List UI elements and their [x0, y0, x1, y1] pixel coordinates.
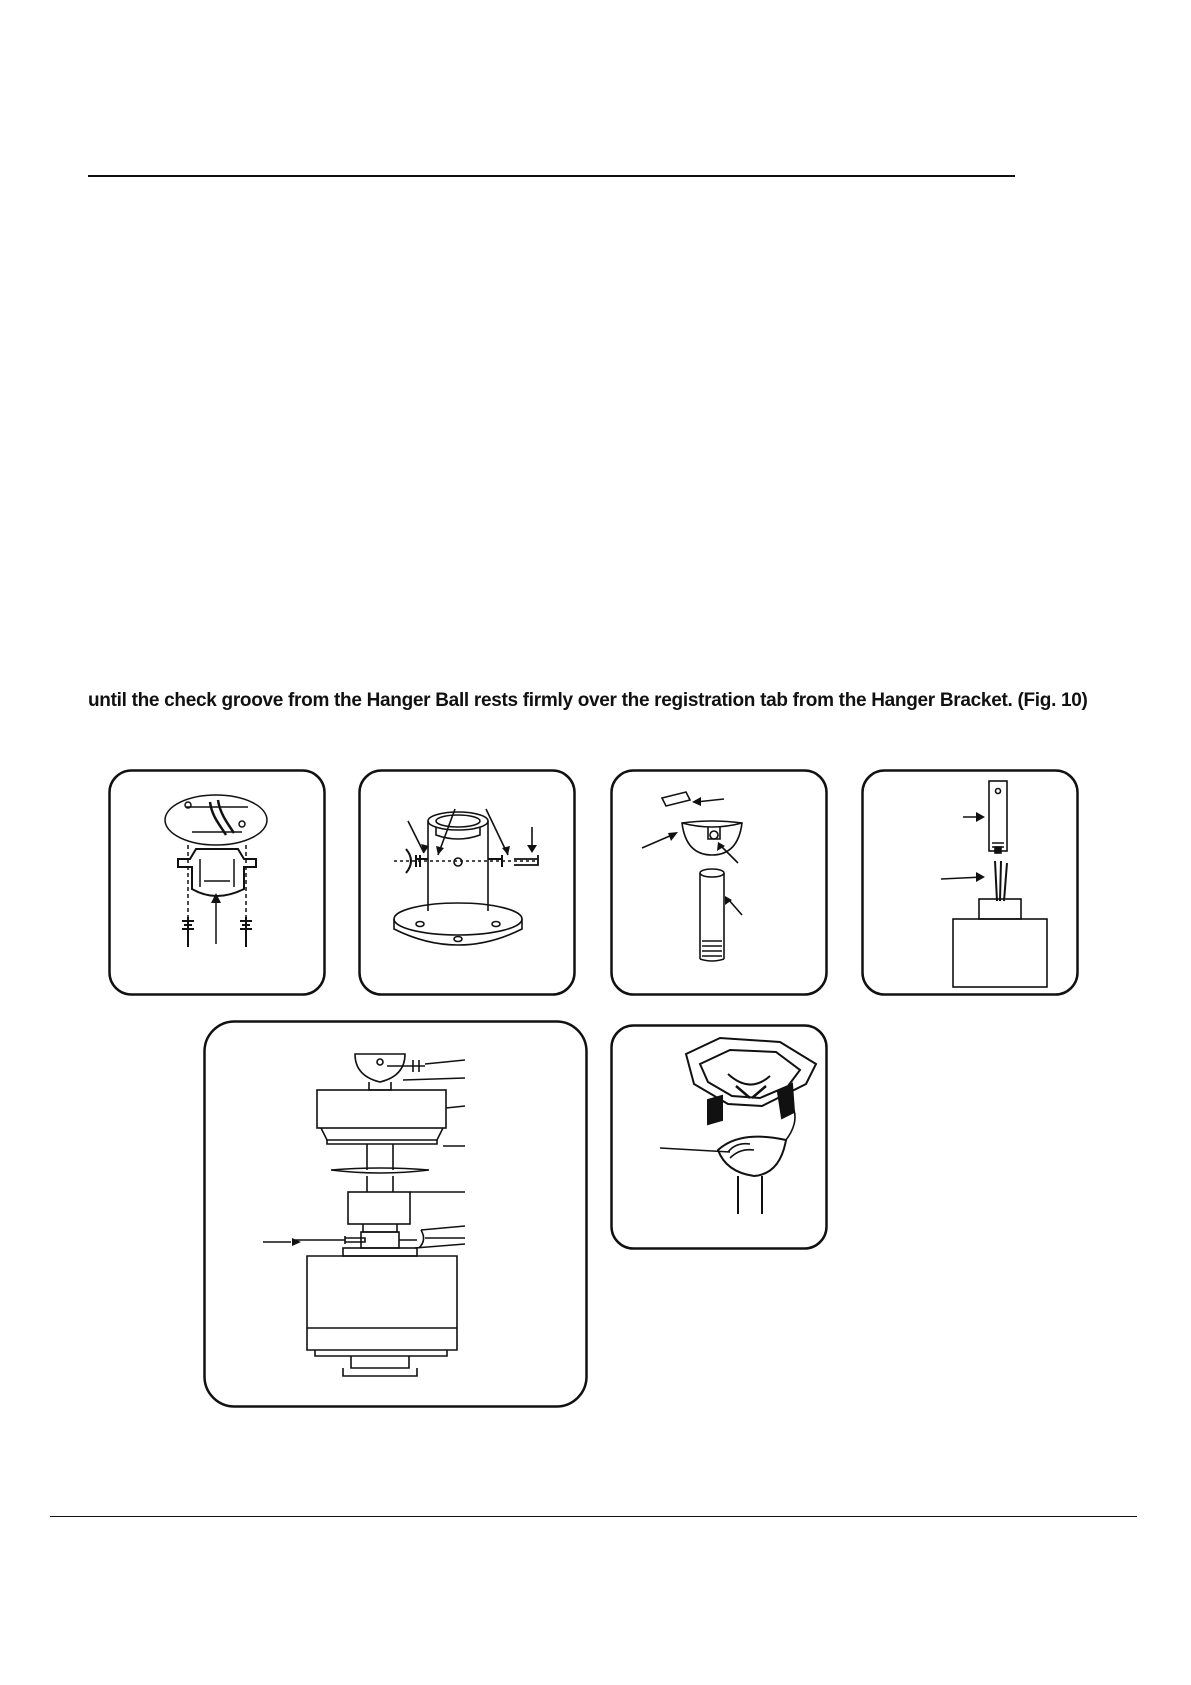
- fan-motor-exploded-assembly-illustration: [203, 1020, 588, 1408]
- instruction-text: until the check groove from the Hanger Ball rests firmly over the registration tab from the Hanger Bracket. (Fig. 10): [88, 690, 1088, 711]
- hanger-ball-downrod-illustration: [610, 769, 828, 996]
- figure-wires-downrod: [861, 769, 1079, 996]
- hanger-ball-into-bracket-illustration: [610, 1024, 828, 1250]
- bottom-rule: [50, 1516, 1137, 1517]
- wires-through-downrod-illustration: [861, 769, 1079, 996]
- figure-hanger-ball-downrod: [610, 769, 828, 996]
- figure-ball-into-bracket: [610, 1024, 828, 1250]
- collar-pin-screw-illustration: [358, 769, 576, 996]
- hanger-bracket-mounting-illustration: [108, 769, 326, 996]
- figure-hanger-bracket: [108, 769, 326, 996]
- figure-collar-yoke: [358, 769, 576, 996]
- top-rule: [88, 175, 1015, 177]
- figure-fan-exploded-assembly: [203, 1020, 588, 1408]
